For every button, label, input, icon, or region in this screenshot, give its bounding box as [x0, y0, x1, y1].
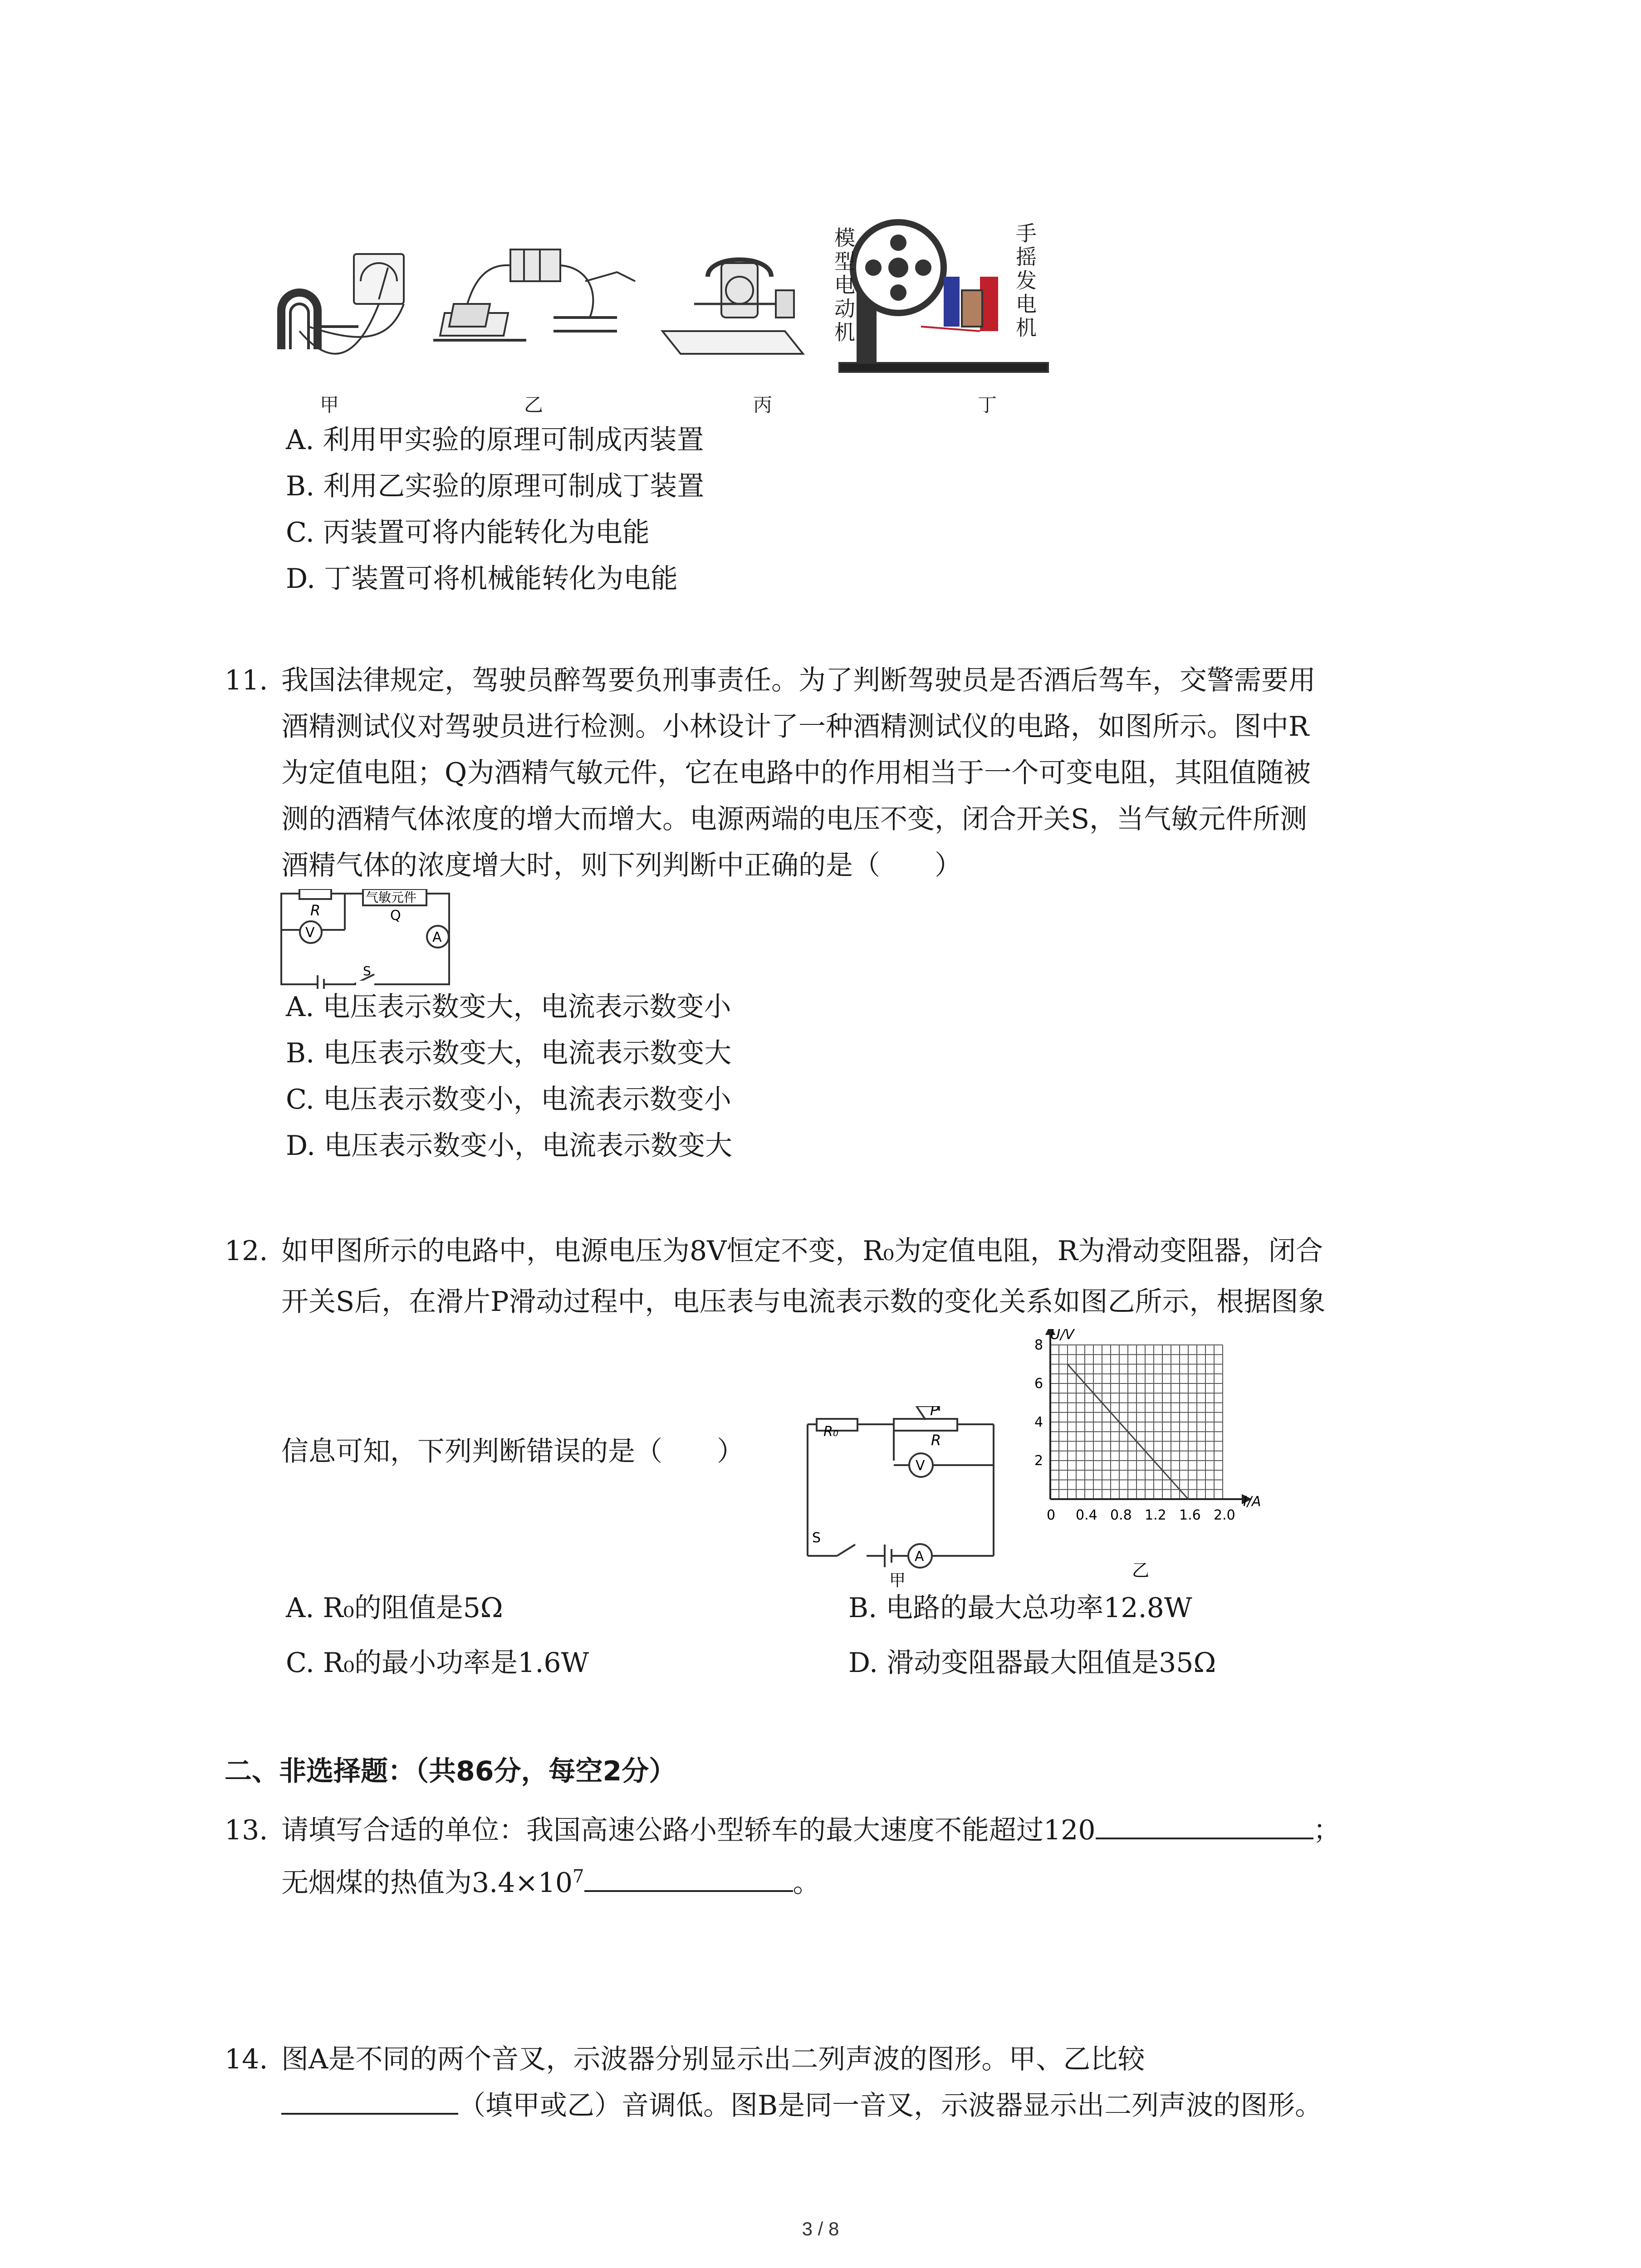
- q11-q-label: Q: [390, 908, 401, 924]
- motor-label: 模型电动机: [831, 227, 856, 345]
- q12-circuit-caption: 甲: [889, 1571, 906, 1588]
- y-tick-label: 8: [1034, 1337, 1043, 1353]
- q10-option-d: D. 丁装置可将机械能转化为电能: [286, 563, 678, 595]
- q12-p-label: P: [930, 1406, 939, 1419]
- q14-number: 14.: [225, 2043, 268, 2075]
- q12-option-d: D. 滑动变阻器最大阻值是35Ω: [848, 1647, 1216, 1679]
- x-tick-label: 0.8: [1110, 1507, 1132, 1523]
- q11-option-a: A. 电压表示数变大，电流表示数变小: [286, 991, 731, 1023]
- q13-line-2-end: 。: [793, 1867, 820, 1899]
- y-axis-label: U/V: [1050, 1329, 1074, 1343]
- generator-label: 手摇发电机: [1013, 222, 1037, 340]
- q13-exponent: 7: [573, 1866, 584, 1887]
- q11-option-d: D. 电压表示数变小，电流表示数变大: [286, 1130, 733, 1162]
- fig-label-jia: 甲: [320, 394, 339, 416]
- q11-circuit: [277, 889, 458, 989]
- q10-option-b: B. 利用乙实验的原理可制成丁装置: [286, 470, 705, 502]
- q12-line-1: 如甲图所示的电路中，电源电压为8V恒定不变，R₀为定值电阻，R为滑动变阻器，闭合: [281, 1235, 1323, 1267]
- x-tick-label: 0.4: [1076, 1507, 1097, 1523]
- fig-label-yi: 乙: [524, 394, 544, 416]
- q12-graph: [1012, 1329, 1284, 1583]
- q13-number: 13.: [225, 1814, 268, 1846]
- q12-a-label: A: [915, 1549, 924, 1564]
- y-tick-label: 6: [1034, 1376, 1043, 1392]
- y-tick-label: 4: [1034, 1414, 1043, 1430]
- q12-r-label: R: [931, 1432, 941, 1449]
- q13-line-2: [281, 1854, 820, 1906]
- x-tick-label: 0: [1047, 1507, 1056, 1523]
- q12-line-3: 信息可知，下列判断错误的是（ ）: [281, 1436, 744, 1467]
- x-tick-label: 1.6: [1179, 1507, 1201, 1523]
- q13-line-1: [281, 1808, 1341, 1853]
- q10-option-a: A. 利用甲实验的原理可制成丙装置: [286, 424, 704, 456]
- q10-apparatus-illustration: [272, 213, 1053, 426]
- q11-a-label: A: [432, 929, 442, 945]
- q14-line-2-text: （填甲或乙）音调低。图B是同一音叉，示波器显示出二列声波的图形。: [458, 2090, 1323, 2121]
- q13-line-2-text: 无烟煤的热值为3.4×10: [281, 1867, 573, 1899]
- fig-label-bing: 丙: [753, 394, 773, 416]
- q11-line-4: 测的酒精气体浓度的增大而增大。电源两端的电压不变，闭合开关S，当气敏元件所测: [281, 803, 1308, 835]
- q14-blank-1[interactable]: [281, 2085, 458, 2115]
- y-tick-label: 2: [1034, 1453, 1043, 1469]
- q14-line-1: 图A是不同的两个音叉，示波器分别显示出二列声波的图形。甲、乙比较: [281, 2043, 1145, 2075]
- q11-option-b: B. 电压表示数变大，电流表示数变大: [286, 1037, 732, 1069]
- q12-option-c: C. R₀的最小功率是1.6W: [286, 1647, 589, 1679]
- q11-line-1: 我国法律规定，驾驶员醉驾要负刑事责任。为了判断驾驶员是否酒后驾车，交警需要用: [281, 665, 1316, 696]
- q12-line-2: 开关S后，在滑片P滑动过程中，电压表与电流表示数的变化关系如图乙所示，根据图象: [281, 1286, 1326, 1318]
- q11-line-5: 酒精气体的浓度增大时，则下列判断中正确的是（ ）: [281, 850, 962, 881]
- q11-sensor-label: 气敏元件: [366, 890, 417, 905]
- q12-option-b: B. 电路的最大总功率12.8W: [848, 1592, 1192, 1624]
- section-2-title: 二、非选择题：（共86分，每空2分）: [225, 1755, 676, 1787]
- q12-s-label: S: [812, 1530, 821, 1546]
- q10-figure: [272, 213, 1053, 426]
- q12-graph-caption: 乙: [1132, 1560, 1150, 1580]
- x-tick-label: 1.2: [1145, 1507, 1166, 1523]
- q11-v-label: V: [305, 925, 315, 941]
- q11-line-3: 为定值电阻；Q为酒精气敏元件，它在电路中的作用相当于一个可变电阻，其阻值随被: [281, 757, 1311, 789]
- q11-number: 11.: [225, 665, 268, 696]
- q12-v-label: V: [916, 1458, 925, 1474]
- x-axis-label: I/A: [1243, 1494, 1261, 1510]
- q12-r0-label: R₀: [823, 1424, 838, 1440]
- x-tick-label: 2.0: [1214, 1507, 1235, 1523]
- fig-label-ding: 丁: [978, 394, 997, 416]
- q10-option-c: C. 丙装置可将内能转化为电能: [286, 517, 650, 548]
- q11-r-label: R: [310, 902, 321, 919]
- q13-line-1-end: ；: [1313, 1814, 1341, 1846]
- q13-blank-2[interactable]: [584, 1862, 793, 1892]
- q12-circuit: [803, 1406, 1003, 1588]
- q13-line-1-text: 请填写合适的单位：我国高速公路小型轿车的最大速度不能超过120: [281, 1814, 1096, 1846]
- q11-option-c: C. 电压表示数变小，电流表示数变小: [286, 1084, 731, 1115]
- q12-number: 12.: [225, 1235, 268, 1267]
- q11-s-label: S: [363, 963, 371, 978]
- q12-option-a: A. R₀的阻值是5Ω: [286, 1592, 503, 1624]
- q12-ui-chart: [1012, 1329, 1284, 1583]
- q13-blank-1[interactable]: [1096, 1809, 1313, 1839]
- q14-line-2: [281, 2083, 1322, 2128]
- page-number: 3 / 8: [802, 2218, 839, 2239]
- q11-line-2: 酒精测试仪对驾驶员进行检测。小林设计了一种酒精测试仪的电路，如图所示。图中R: [281, 711, 1309, 743]
